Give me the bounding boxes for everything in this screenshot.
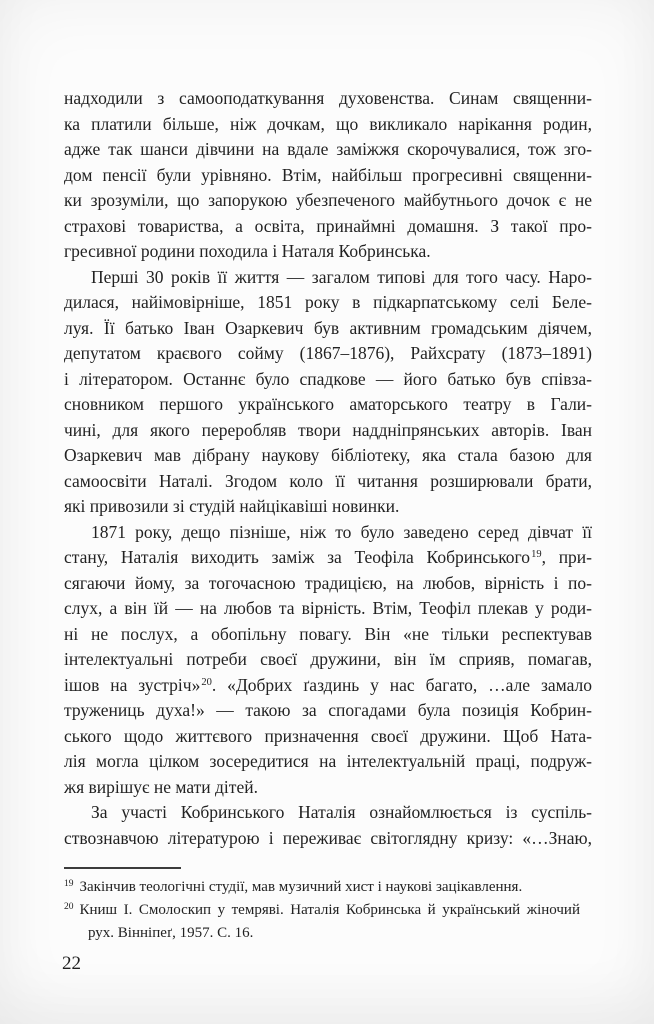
footnote-19: [64, 876, 580, 899]
text-line: чині, для якого переробляв твори наддніпрянських авторів. Іван: [64, 419, 592, 440]
text-line: 1871 року, дещо пізніше, ніж то було заведено серед дівчат її: [91, 521, 592, 542]
text-line: інтелектуальні потреби своєї дружини, він їм сприяв, помагав,: [64, 649, 592, 669]
text-line: які привозили зі студій найцікавіші новинки.: [64, 496, 400, 516]
text-line: ішов на зустріч»$^{20}$. «Добрих ґаздинь у нас багато, …але замало: [64, 674, 592, 695]
paragraph: [64, 800, 592, 851]
text-line: дом пенсії були урівняно. Втім, найбільш прогресивні священни-: [64, 164, 592, 185]
text-line: надходили з самооподаткування духовенства. Синам священни-: [64, 88, 592, 108]
paragraph: [64, 86, 592, 265]
text-line: сновником першого українського аматорського театру в Гали-: [64, 394, 592, 414]
text-line: депутатом краєвого сойму (1867–1876), Райхсрату (1873–1891): [64, 343, 592, 363]
text-line: ствознавчою літературою і переживає світоглядну кризу: «…Знаю,: [64, 827, 592, 848]
text-line: самоосвіти Наталі. Згодом коло її читання розширювали брати,: [64, 470, 592, 491]
text-line: лія могла цілком зосередитися на інтелектуальній праці, подруж-: [64, 751, 592, 771]
paragraph: [64, 520, 592, 801]
page-number: 22: [62, 953, 81, 974]
paragraph: [64, 265, 592, 520]
text-line: Озаркевич мав дібрану наукову бібліотеку, яка стала базою для: [64, 445, 592, 465]
footnote-20-text: Книш І. Смолоскип у темряві. Наталія Кобринська й український жіночий рух. Вінніпеґ, 1957. С. 16.: [79, 902, 580, 941]
text-line: слух, а він їй — на любов та вірність. Втім, Теофіл плекав у роди-: [64, 598, 592, 618]
text-line: стану, Наталія виходить заміж за Теофіла Кобринського$^{19}$, при-: [64, 547, 592, 567]
footnote-20: [64, 899, 580, 945]
text-line: страхові товариства, а освіта, принаймні домашня. З такої про-: [64, 215, 592, 236]
text-line: жя вирішує не мати дітей.: [64, 776, 258, 797]
text-line: ка платили більше, ніж дочкам, що викликало нарікання родин,: [64, 113, 592, 134]
footnote-separator: [64, 867, 181, 869]
text-line: ні не послух, а обопільну повагу. Він «не тільки респектував: [64, 623, 592, 644]
footnote-19-marker: 19: [64, 879, 74, 889]
footnote-ref: 19: [531, 549, 542, 560]
text-line: гресивної родини походила і Наталя Кобринська.: [64, 241, 431, 261]
text-block: [64, 86, 592, 851]
text-line: тружениць духа!» — такою за спогадами була позиція Кобрин-: [64, 700, 592, 720]
footnotes: [64, 876, 580, 945]
text-line: дилася, найімовірніше, 1851 року в підкарпатському селі Беле-: [64, 292, 592, 312]
text-line: сягаючи йому, за тогочасною традицією, на любов, вірність і по-: [64, 572, 592, 593]
footnote-ref: 20: [201, 676, 212, 688]
text-line: луя. Її батько Іван Озаркевич був активним громадським діячем,: [64, 317, 592, 338]
footnote-20-marker: 20: [64, 902, 74, 912]
text-line: Перші 30 років її життя — загалом типові для того часу. Наро-: [91, 266, 592, 287]
text-line: адже так шанси дівчини на вдале заміжжя скорочувалися, тож зго-: [64, 139, 592, 159]
text-line: ського щодо життєвого призначення своєї дружини. Щоб Ната-: [64, 725, 592, 746]
footnote-19-text: Закінчив теологічні студії, мав музичний хист і наукові зацікавлення.: [79, 879, 523, 895]
text-line: ки зрозуміли, що запорукою убезпеченого майбутнього дочок є не: [64, 190, 592, 210]
text-line: За участі Кобринського Наталія ознайомлюється із суспіль-: [91, 802, 592, 822]
text-line: і літератором. Останнє було спадкове — його батько був співза-: [64, 368, 592, 389]
